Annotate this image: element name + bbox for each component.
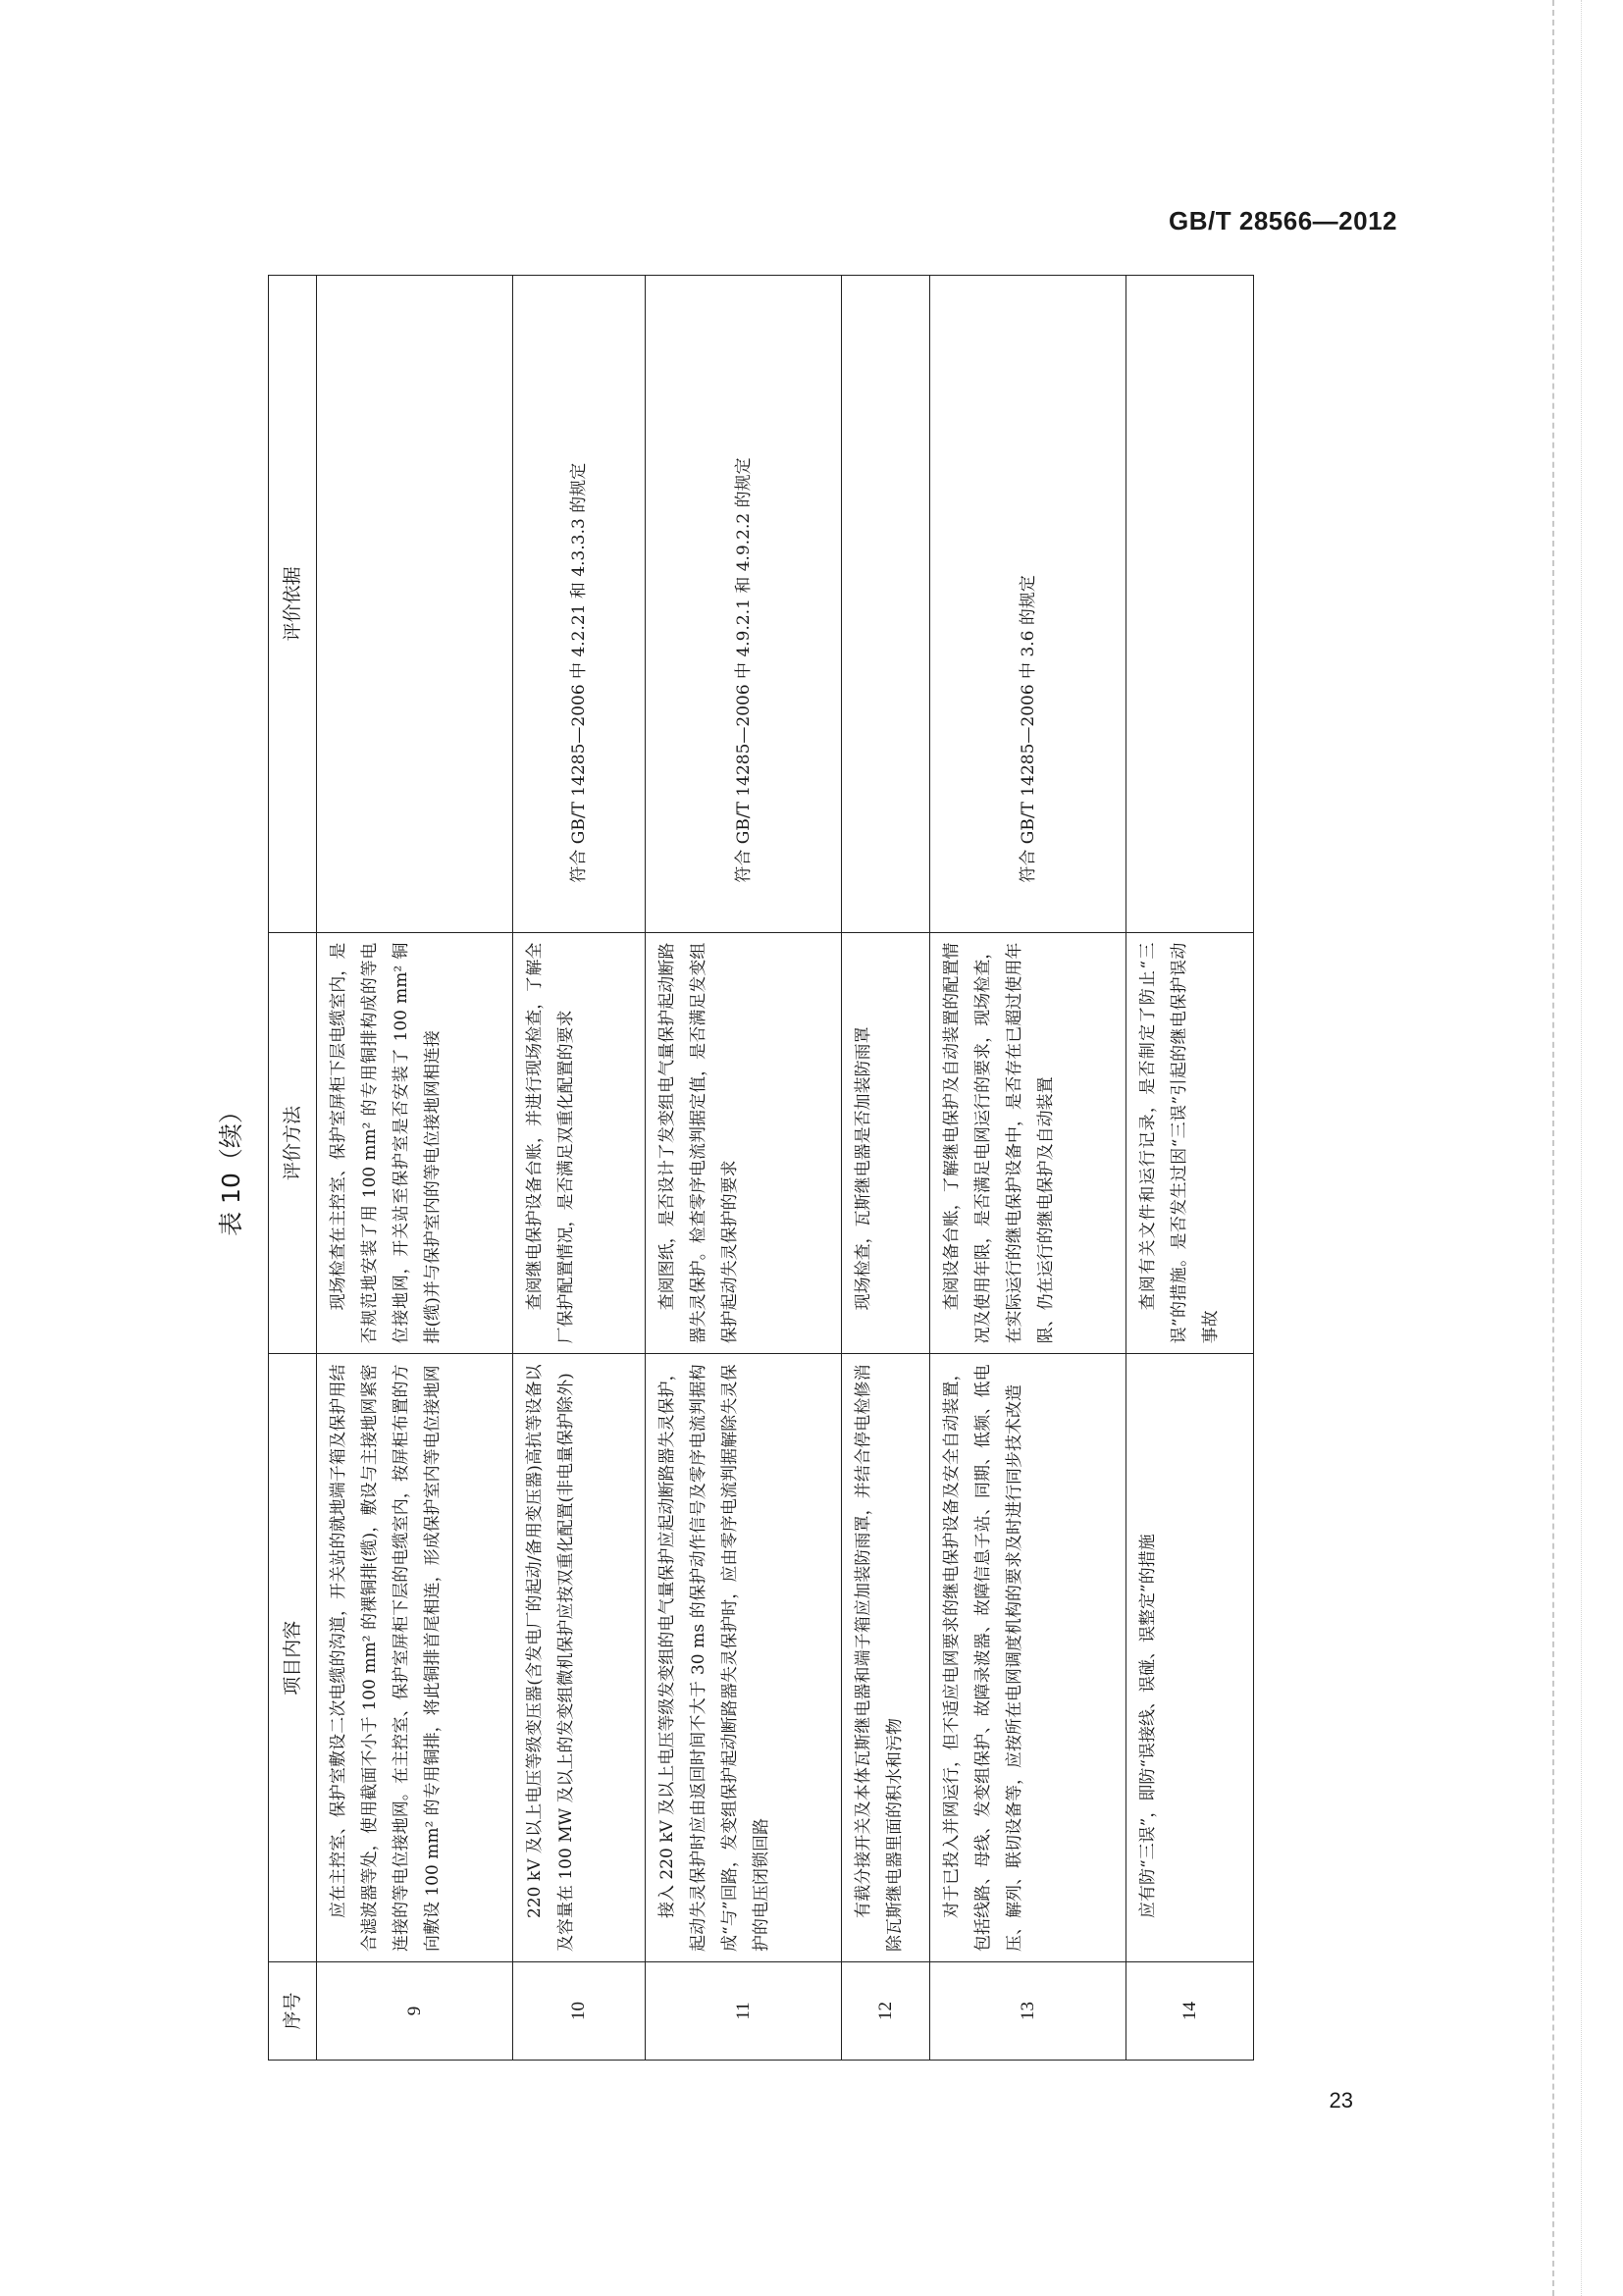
column-header-content: 项目内容 [269, 1354, 317, 1962]
evaluation-basis: 符合 GB/T 14285—2006 中 4.2.21 和 4.3.3.3 的规定 [513, 276, 646, 933]
row-number: 11 [646, 1962, 842, 2061]
table-row [317, 276, 513, 2061]
page-number: 23 [1329, 2088, 1353, 2113]
column-header-no: 序号 [269, 1962, 317, 2061]
item-content: 接入 220 kV 及以上电压等级发变组的电气量保护应起动断路器失灵保护，起动失灵保护时应由返回时间不大于 30 ms 的保护动作信号及零序电流判据构成“与”回路，发变组保护起动断路器失灵保护时，应由零序电流判据解除失灵保护的电压闭锁回路 [646, 1354, 842, 1962]
table-row [842, 276, 930, 2061]
rotated-table-area [201, 275, 1349, 2061]
row-number: 13 [930, 1962, 1126, 2061]
table-title: 表 10（续） [217, 1099, 245, 1236]
evaluation-method: 查阅设备台账，了解继电保护及自动装置的配置情况及使用年限，是否满足电网运行的要求，现场检查，在实际运行的继电保护设备中，是否存在已超过使用年限、仍在运行的继电保护及自动装置 [930, 932, 1126, 1354]
evaluation-basis: 符合 GB/T 14285—2006 中 3.6 的规定 [930, 276, 1126, 933]
item-content: 应在主控室、保护室敷设二次电缆的沟道，开关站的就地端子箱及保护用结合滤波器等处，使用截面不小于 100 mm² 的裸铜排(缆)，敷设与主接地网紧密连接的等电位接地网。在主控室、保护室屏柜下层的电缆室内，按屏柜布置的方向敷设 100 mm² 的专用铜排，将此铜排首尾相连，形成保护室内等电位接地网 [317, 1354, 513, 1962]
evaluation-basis [1126, 276, 1254, 933]
row-number: 12 [842, 1962, 930, 2061]
item-content: 有载分接开关及本体瓦斯继电器和端子箱应加装防雨罩，并结合停电检修消除瓦斯继电器里面的积水和污物 [842, 1354, 930, 1962]
evaluation-method: 查阅图纸，是否设计了发变组电气量保护起动断路器失灵保护。检查零序电流判据定值，是否满足发变组保护起动失灵保护的要求 [646, 932, 842, 1354]
evaluation-basis: 符合 GB/T 14285—2006 中 4.9.2.1 和 4.9.2.2 的规定 [646, 276, 842, 933]
evaluation-method: 查阅有关文件和运行记录，是否制定了防止“三误”的措施。是否发生过因“三误”引起的继电保护误动事故 [1126, 932, 1254, 1354]
column-header-method: 评价方法 [269, 932, 317, 1354]
evaluation-basis [842, 276, 930, 933]
landscape-page [201, 275, 1349, 2061]
column-header-basis: 评价依据 [269, 276, 317, 933]
table-row [513, 276, 646, 2061]
item-content: 对于已投入并网运行，但不适应电网要求的继电保护设备及安全自动装置，包括线路、母线、发变组保护、故障录波器、故障信息子站、同期、低频、低电压、解列、联切设备等，应按所在电网调度机构的要求及时进行同步技术改造 [930, 1354, 1126, 1962]
row-number: 14 [1126, 1962, 1254, 2061]
evaluation-table [268, 275, 1254, 2061]
evaluation-method: 查阅继电保护设备台账，并进行现场检查，了解全厂保护配置情况，是否满足双重化配置的要求 [513, 932, 646, 1354]
scan-edge-marks [1552, 0, 1566, 2296]
table-row [646, 276, 842, 2061]
table-header-row [269, 276, 317, 2061]
standard-code: GB/T 28566—2012 [1169, 206, 1397, 235]
table-row [1126, 276, 1254, 2061]
evaluation-basis [317, 276, 513, 933]
evaluation-method: 现场检查，瓦斯继电器是否加装防雨罩 [842, 932, 930, 1354]
table-row [930, 276, 1126, 2061]
item-content: 220 kV 及以上电压等级变压器(含发电厂的起动/备用变压器)高抗等设备以及容量在 100 MW 及以上的发变组微机保护应按双重化配置(非电量保护除外) [513, 1354, 646, 1962]
row-number: 9 [317, 1962, 513, 2061]
item-content: 应有防“三误”，即防“误接线、误碰、误整定”的措施 [1126, 1354, 1254, 1962]
row-number: 10 [513, 1962, 646, 2061]
evaluation-method: 现场检查在主控室、保护室屏柜下层电缆室内，是否规范地安装了用 100 mm² 的专用铜排构成的等电位接地网，开关站至保护室是否安装了 100 mm² 铜排(缆)并与保护室内的等电位接地网相连接 [317, 932, 513, 1354]
scan-edge-marks-inner [1581, 0, 1584, 2296]
